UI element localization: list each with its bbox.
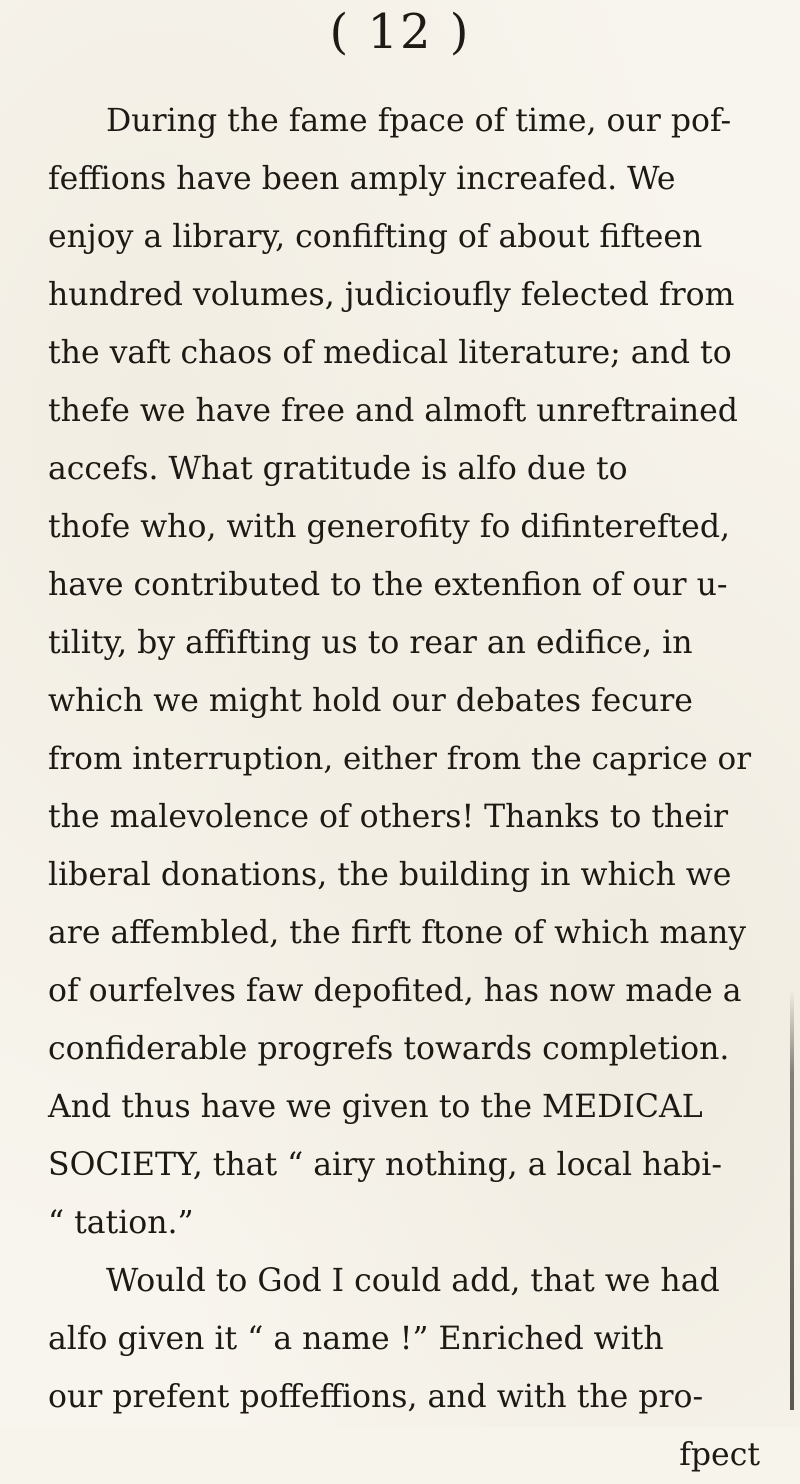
catchword: fpect (679, 1437, 760, 1473)
page-number: ( 12 ) (329, 4, 471, 60)
text-line: the vaft chaos of medical literature; and to (48, 335, 732, 371)
text-line: hundred volumes, judicioufly felected from (48, 277, 735, 313)
text-line: liberal donations, the building in which we (48, 857, 732, 893)
text-line: thefe we have free and almoft unreftrained (48, 393, 738, 429)
page-edge-shadow (790, 990, 794, 1410)
body-text (48, 92, 760, 1484)
text-line: confiderable progrefs towards completion. (48, 1031, 730, 1067)
text-line: which we might hold our debates fecure (48, 683, 693, 719)
text-line: tility, by affifting us to rear an edifice, in (48, 625, 693, 661)
text-line: are affembled, the firft ftone of which many (48, 915, 747, 951)
text-line: of ourfelves faw depofited, has now made a (48, 973, 742, 1009)
text-line: accefs. What gratitude is alfo due to (48, 451, 628, 487)
text-line: “ tation.” (48, 1205, 194, 1241)
text-line: our prefent poffeffions, and with the pro- (48, 1379, 704, 1415)
text-line: SOCIETY, that “ airy nothing, a local habi- (48, 1147, 722, 1183)
text-line: the malevolence of others! Thanks to their (48, 799, 729, 835)
text-line: thofe who, with generofity fo difinterefted, (48, 509, 731, 545)
text-line: enjoy a library, confifting of about fifteen (48, 219, 703, 255)
text-line: And thus have we given to the MEDICAL (48, 1089, 703, 1125)
text-line: feffions have been amply increafed. We (48, 161, 676, 197)
text-line: During the fame fpace of time, our pof- (106, 103, 732, 139)
text-line: from interruption, either from the caprice or (48, 741, 752, 777)
text-line: Would to God I could add, that we had (106, 1263, 720, 1299)
text-line: have contributed to the extenfion of our u- (48, 567, 728, 603)
text-line: alfo given it “ a name !” Enriched with (48, 1321, 664, 1357)
